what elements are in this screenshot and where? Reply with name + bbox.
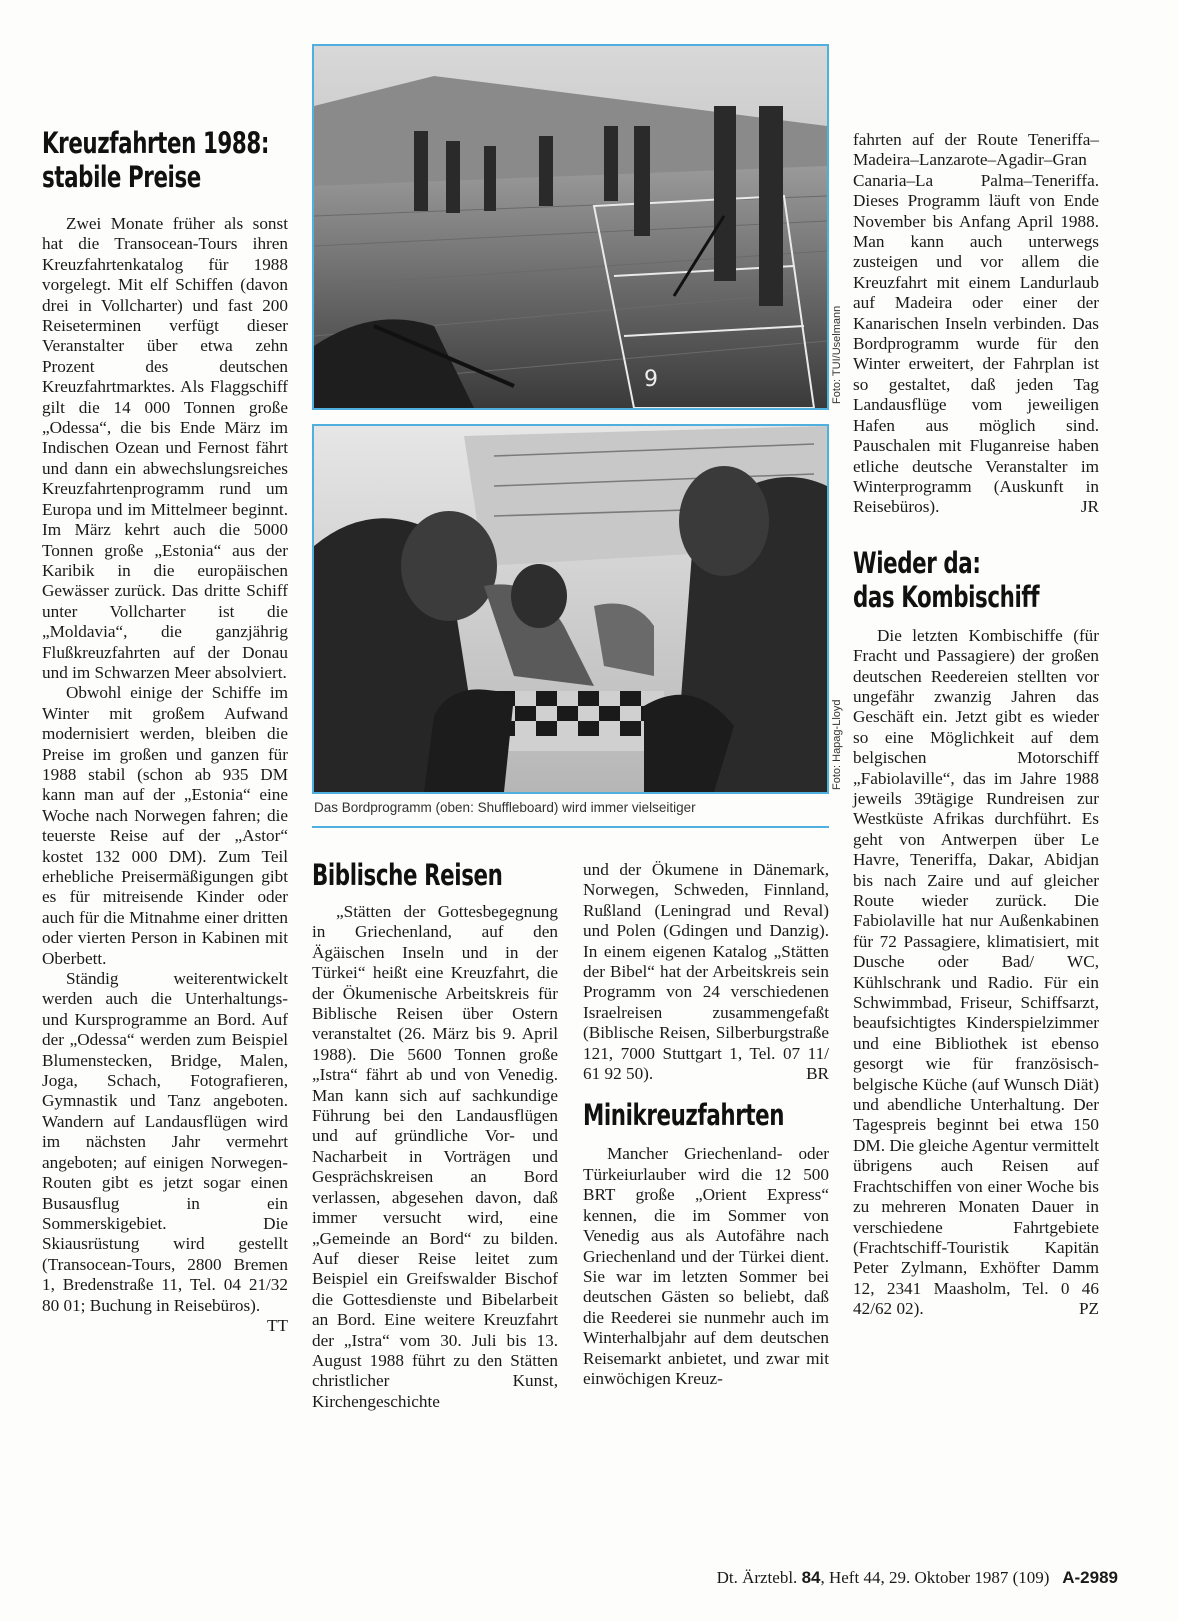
article3-signature: JR [1080,497,1099,517]
headline-kreuzfahrten-1988 [42,126,269,194]
caption-rule [312,826,829,828]
headline-line-1: Kreuzfahrten 1988: [42,126,269,160]
photo-shuffleboard [312,44,829,410]
article2-signature: BR [806,1064,829,1084]
article2-paragraph-2 [583,860,829,1084]
headline-kombischiff-line-1: Wieder da: [853,545,981,580]
chess-illustration [314,426,827,792]
photo-credit-top: Foto: TUI/Uselmann [831,305,843,404]
page-footer [717,1568,1118,1588]
photo-caption: Das Bordprogramm (oben: Shuffleboard) wird immer vielseitiger [314,800,696,815]
article3-paragraph-1: Mancher Griechenland- oder Türkeiurlauber wird die 12 500 BRT große „Orient Express“ kennen, die im Sommer von Venedig aus als Autofähre nach Griechenland und der Türkei dient. Sie war im letzten Sommer bei deutschen Gästen so beliebt, daß die Reederei sie nunmehr auch im Winterhalbjahr auf dem deutschen Reisemarkt anbietet, und zwar mit einwöchigen Kreuz- [583,1144,829,1388]
headline-kombischiff [853,546,1055,614]
footer-journal: Dt. Ärztebl. [716,1568,798,1587]
article-kreuzfahrten-1988 [42,126,288,1336]
article3-paragraph-2-text: fahrten auf der Route Teneriffa–Madeira–Lanzarote–Agadir–Gran Canaria–La Palma–Teneriffa. Dieses Programm läuft von Ende November bis Anfang April 1988. Man kann auch unterwegs zusteigen und vor allem die Kreuzfahrt mit einem Landurlaub auf Madeira oder einer der Kanarischen Inseln verbinden. Das Bordprogramm wurde für den Winter erweitert, der Fahrplan ist so gestaltet, daß jeden Tag Landausflüge vom jeweiligen Hafen aus möglich sind. Pauschalen mit Fluganreise haben etliche deutsche Veranstalter im Winterprogramm (Auskunft in Reisebüros). [853,130,1099,517]
article2-paragraph-1: „Stätten der Gottesbegegnung in Griechenland, auf den Ägäischen Inseln und in der Türkei“ heißt eine Kreuzfahrt, die der Ökumenische Arbeitskreis für Biblische Reisen über Ostern veranstaltet (26. März bis 9. April 1988). Die 5600 Tonnen große „Istra“ fährt ab und von Venedig. Man kann sich auf sachkundige Führung bei den Landausflügen und auf gründliche Vor- und Nacharbeit in Vorträgen und Gesprächskreisen an Bord verlassen, abgesehen davon, daß immer versucht wird, eine „Gemeinde an Bord“ zu bilden. Auf dieser Reise leitet zum Beispiel ein Greifswalder Bischof die Gottesdienste und Bibelarbeit an Bord. Eine weitere Kreuzfahrt der „Istra“ vom 30. Juli bis 13. August 1988 führt zu den Stätten christlicher Kunst, Kirchengeschichte [312,902,558,1411]
photo-credit-bottom: Foto: Hapag-Lloyd [831,699,843,790]
article3-paragraph-2 [853,130,1099,518]
svg-text:9: 9 [644,367,658,392]
article1-paragraph-2: Obwohl einige der Schiffe im Winter mit großem Aufwand modernisiert werden, bleiben die Preise im großen und ganzen für 1988 stabil (schon ab 935 DM kann man auf der „Estonia“ eine Woche nach Norwegen fahren; die teuerste Reise auf der „Astor“ kostet 132 000 DM). Zum Teil erhebliche Preisermäßigungen gibt es für mitreisende Kinder oder auch für die Mitnahme einer dritten oder vierten Person in Kabinen mit Oberbett. [42,683,288,968]
article1-paragraph-3-text: Ständig weiterentwickelt werden auch die Unterhaltungs- und Kursprogramme an Bord. Auf der „Odessa“ werden zum Beispiel Blumenstecken, Bridge, Malen, Joga, Schach, Fotografieren, Gymnastik und Tanz angeboten. Wandern auf Landausflügen wird im nächsten Jahr vermehrt angeboten; auf einigen Norwegen-Routen gibt es jetzt sogar einen Busausflug in ein Sommerskigebiet. Die Skiausrüstung wird gestellt (Transocean-Tours, 2800 Bremen 1, Bredenstraße 11, Tel. 04 21/32 80 01; Buchung in Reisebüros). [42,969,288,1315]
headline-line-2: stabile Preise [42,160,201,194]
article-right-column [853,130,1099,1320]
article-biblische-reisen [312,858,558,1412]
shuffleboard-illustration [314,46,827,408]
article4-signature: PZ [1078,1299,1099,1319]
article4-paragraph-1 [853,626,1099,1320]
headline-biblische-reisen: Biblische Reisen [312,858,503,892]
headline-kombischiff-line-2: das Kombischiff [853,579,1040,614]
photo-chess [312,424,829,794]
footer-issue: , Heft 44, 29. Oktober 1987 (109) [820,1568,1050,1587]
article1-signature: TT [267,1315,288,1335]
article-biblische-reisen-continued [583,860,829,1389]
footer-volume: 84 [801,1568,821,1587]
article2-paragraph-2-text: und der Ökumene in Dänemark, Norwegen, Schweden, Finnland, Rußland (Leningrad und Reval) und Polen (Gdingen und Danzig). In einem eigenen Katalog „Stätten der Bibel“ hat der Arbeitskreis sein Programm von 24 verschiedenen Israelreisen zusammengefaßt (Biblische Reisen, Silberburgstraße 121, 7000 Stuttgart 1, Tel. 07 11/ 61 92 50). [583,860,829,1084]
headline-minikreuzfahrten: Minikreuzfahrten [583,1098,785,1133]
article1-paragraph-3 [42,969,288,1335]
article1-paragraph-1: Zwei Monate früher als sonst hat die Transocean-Tours ihren Kreuzfahrtenkatalog für 1988 vorgelegt. Mit elf Schiffen (davon drei in Vollcharter) und fast 200 Reiseterminen verfügt dieser Veranstalter über etwa zehn Prozent des deutschen Kreuzfahrtmarktes. Als Flaggschiff gilt die 14 000 Tonnen große „Odessa“, die bis Ende März im Indischen Ozean und Fernost fährt und dann ein abwechslungsreiches Kreuzfahrtenprogramm rund um Europa und im Mittelmeer beginnt. Im März kehrt auch die 5000 Tonnen große „Estonia“ aus der Karibik in die europäischen Gewässer zurück. Das dritte Schiff unter Vollcharter ist die „Moldavia“, die ganzjährig Flußkreuzfahrten auf der Donau und im Schwarzen Meer absolviert. [42,214,288,682]
footer-page-number: A-2989 [1062,1568,1118,1587]
article4-paragraph-1-text: Die letzten Kombischiffe (für Fracht und Passagiere) der großen deutschen Reedereien stellten vor ungefähr zwanzig Jahren das Geschäft ein. Jetzt gibt es wieder so eine Möglichkeit auf dem belgischen Motorschiff „Fabiolaville“, das im Jahre 1988 jeweils 39tägige Rundreisen zur Westküste Afrikas durchführt. Es geht von Antwerpen über Le Havre, Teneriffa, Dakar, Abidjan bis nach Zaire und auf gleicher Route wieder zurück. Die Fabiolaville hat nur Außenkabinen für 72 Passagiere, klimatisiert, mit Dusche oder Bad/ WC, Kühlschrank und Radio. Für ein Schwimmbad, Friseur, Schiffsarzt, beaufsichtigtes Kinderspielzimmer und eine Bibliothek ist ebenso gesorgt wie für französisch-belgische Küche (auf Wunsch Diät) und abendliche Unterhaltung. Der Tagespreis beginnt bei etwa 150 DM. Die gleiche Agentur vermittelt übrigens auch Reisen auf Frachtschiffen von einer Woche bis zu mehreren Monaten Dauer in verschiedene Fahrtgebiete (Frachtschiff-Touristik Kapitän Peter Zylmann, Exhöfter Damm 12, 2341 Maasholm, Tel. 0 46 42/62 02). [853,625,1099,1319]
